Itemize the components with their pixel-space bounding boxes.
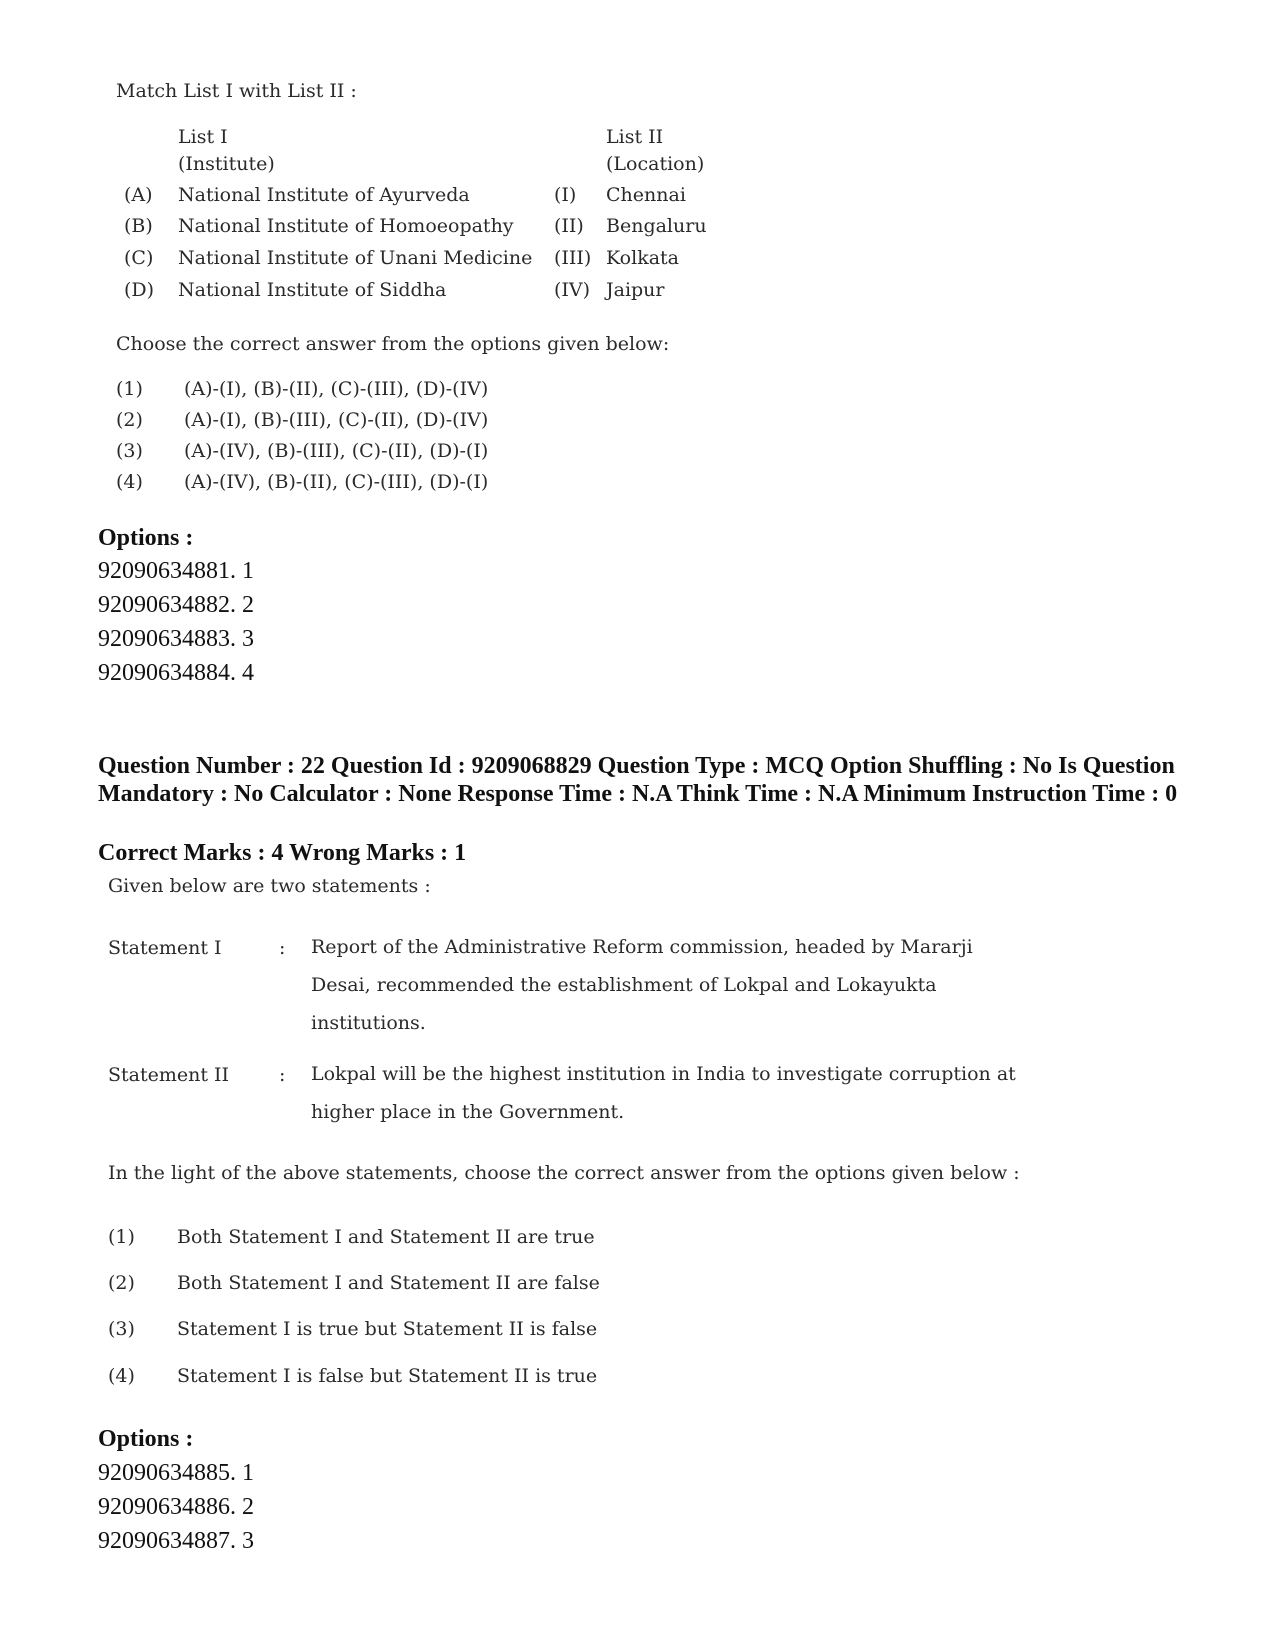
choice-number: (3) <box>116 440 143 462</box>
statement-1-colon: : <box>279 937 286 959</box>
statement-2-text: Lokpal will be the highest institution in India to investigate corruption at higher place in the Government. <box>311 1063 1016 1123</box>
statement-2-colon: : <box>279 1064 286 1086</box>
statement-2-label: Statement II <box>108 1064 230 1086</box>
choice-text: Both Statement I and Statement II are false <box>177 1272 600 1294</box>
choice-text: (A)-(I), (B)-(III), (C)-(II), (D)-(IV) <box>184 409 489 431</box>
list2-subtitle: (Location) <box>606 153 705 175</box>
choice-text: (A)-(IV), (B)-(III), (C)-(II), (D)-(I) <box>184 440 489 462</box>
choose-instruction: In the light of the above statements, choose the correct answer from the options given below : <box>108 1162 1020 1184</box>
row-location: Jaipur <box>606 279 665 301</box>
row-institute: National Institute of Homoeopathy <box>178 215 514 237</box>
option-id: 92090634887. 3 <box>98 1528 254 1554</box>
row-letter: (C) <box>124 247 154 269</box>
statement-1-text: Report of the Administrative Reform commission, headed by Mararji Desai, recommended the establishment of Lokpal and Lokayukta institutions. <box>311 936 973 1034</box>
statement-1-label: Statement I <box>108 937 222 959</box>
choice-number: (2) <box>108 1272 135 1294</box>
statements-intro: Given below are two statements : <box>108 875 431 897</box>
choice-number: (4) <box>116 471 143 493</box>
options-label: Options : <box>98 525 194 551</box>
choice-text: Both Statement I and Statement II are true <box>177 1226 595 1248</box>
row-letter: (A) <box>124 184 153 206</box>
option-id: 92090634884. 4 <box>98 660 254 686</box>
row-institute: National Institute of Ayurveda <box>178 184 470 206</box>
row-letter: (B) <box>124 215 153 237</box>
choice-number: (1) <box>108 1226 135 1248</box>
row-institute: National Institute of Siddha <box>178 279 447 301</box>
option-id: 92090634882. 2 <box>98 592 254 618</box>
option-id: 92090634883. 3 <box>98 626 254 652</box>
choice-text: Statement I is true but Statement II is false <box>177 1318 598 1340</box>
choice-text: (A)-(IV), (B)-(II), (C)-(III), (D)-(I) <box>184 471 489 493</box>
list2-title: List II <box>606 126 664 148</box>
option-id: 92090634885. 1 <box>98 1460 254 1486</box>
row-roman: (II) <box>554 215 584 237</box>
row-roman: (IV) <box>554 279 591 301</box>
option-id: 92090634881. 1 <box>98 558 254 584</box>
question-meta: Question Number : 22 Question Id : 9209068829 Question Type : MCQ Option Shuffling : No Is Question Mandatory : No Calculator : None Response Time : N.A Think Time : N.A Minimum Instruction Time : 0 <box>98 753 1178 807</box>
row-location: Chennai <box>606 184 686 206</box>
question-heading: Match List I with List II : <box>116 80 357 102</box>
row-institute: National Institute of Unani Medicine <box>178 247 533 269</box>
row-roman: (I) <box>554 184 577 206</box>
row-location: Bengaluru <box>606 215 707 237</box>
list1-title: List I <box>178 126 228 148</box>
row-letter: (D) <box>124 279 155 301</box>
choice-number: (3) <box>108 1318 135 1340</box>
list1-subtitle: (Institute) <box>178 153 275 175</box>
choose-instruction: Choose the correct answer from the options given below: <box>116 333 670 355</box>
choice-number: (4) <box>108 1365 135 1387</box>
row-roman: (III) <box>554 247 592 269</box>
choice-number: (2) <box>116 409 143 431</box>
choice-number: (1) <box>116 378 143 400</box>
option-id: 92090634886. 2 <box>98 1494 254 1520</box>
choice-text: Statement I is false but Statement II is true <box>177 1365 598 1387</box>
row-location: Kolkata <box>606 247 680 269</box>
options-label: Options : <box>98 1426 194 1452</box>
marks-line: Correct Marks : 4 Wrong Marks : 1 <box>98 840 467 866</box>
choice-text: (A)-(I), (B)-(II), (C)-(III), (D)-(IV) <box>184 378 489 400</box>
